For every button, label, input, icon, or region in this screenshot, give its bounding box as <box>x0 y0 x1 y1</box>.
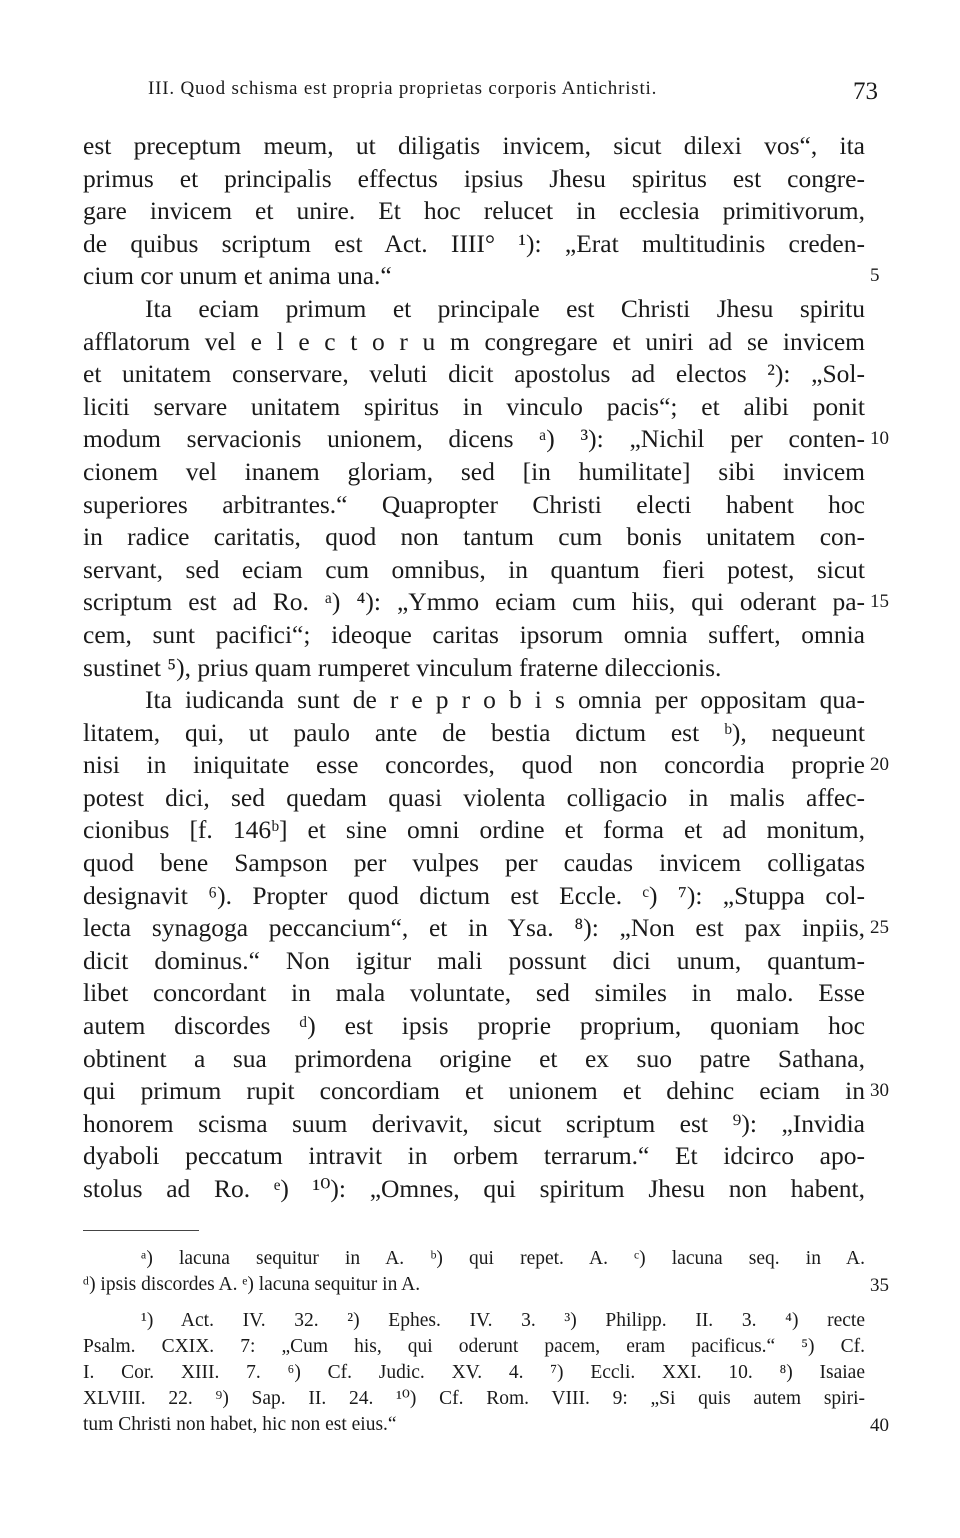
text-line: nisi in iniquitate esse concordes, quod non concordia proprie <box>83 750 865 780</box>
text-line: primus et principalis effectus ipsius Jhesu spiritus est congre- <box>83 163 865 193</box>
text-line: in radice caritatis, quod non tantum cum bonis unitatem con- <box>83 522 865 552</box>
line-number: 25 <box>870 917 889 939</box>
text-line: gare invicem et unire. Et hoc relucet in ecclesia primitivorum, <box>83 196 865 226</box>
text-line: scriptum est ad Ro. ᵃ) ⁴): „Ymmo eciam cum hiis, qui oderant pa- <box>83 587 865 617</box>
page-number: 73 <box>853 78 878 105</box>
line-number: 35 <box>870 1275 889 1296</box>
text-line: liciti servare unitatem spiritus in vinculo pacis“; et alibi ponit <box>83 391 865 421</box>
text-line: potest dici, sed quedam quasi violenta colligacio in malis affec- <box>83 782 865 812</box>
text-line: stolus ad Ro. ᵉ) ¹⁰): „Omnes, qui spiritum Jhesu non habent, <box>83 1174 865 1203</box>
note-spacer <box>83 1298 865 1308</box>
source-note-line: tum Christi non habet, hic non est eius.“ <box>83 1414 397 1435</box>
text-line: autem discordes ᵈ) est ipsis proprie proprium, quoniam hoc <box>83 1011 865 1041</box>
line-number: 30 <box>870 1080 889 1102</box>
text-line: servant, sed eciam cum omnibus, in quantum fieri potest, sicut <box>83 554 865 584</box>
text-line: superiores arbitrantes.“ Quapropter Christi electi habent hoc <box>83 489 865 519</box>
text-line: cionibus [f. 146ᵇ] et sine omni ordine et forma et ad monitum, <box>83 815 865 845</box>
text-line: sustinet ⁵), prius quam rumperet vinculum fraterne dileccionis. <box>83 652 722 682</box>
source-note-line: Psalm. CXIX. 7: „Cum his, qui oderunt pacem, eram pacificus.“ ⁵) Cf. <box>83 1336 865 1357</box>
text-line: cium cor unum et anima una.“ <box>83 261 392 291</box>
text-line: est preceptum meum, ut diligatis invicem, sicut dilexi vos“, ita <box>83 131 865 160</box>
variant-note-line: ᵃ) lacuna sequitur in A. ᵇ) qui repet. A. ᶜ) lacuna seq. in A. <box>141 1248 865 1269</box>
text-line: quod bene Sampson per vulpes per caudas invicem colligatas <box>83 848 865 878</box>
text-line: obtinent a sua primordena origine et ex suo patre Sathana, <box>83 1043 865 1073</box>
source-note-line: I. Cor. XIII. 7. ⁶) Cf. Judic. XV. 4. ⁷) Eccli. XXI. 10. ⁸) Isaiae <box>83 1362 865 1383</box>
text-line: dyaboli peccatum intravit in orbem terrarum.“ Et idcirco apo- <box>83 1141 865 1171</box>
text-line: Ita eciam primum et principale est Christi Jhesu spiritu <box>145 293 865 323</box>
variant-note-line: ᵈ) ipsis discordes A. ᵉ) lacuna sequitur in A. <box>83 1274 421 1295</box>
text-line: designavit ⁶). Propter quod dictum est Eccle. ᶜ) ⁷): „Stuppa col- <box>83 880 865 910</box>
line-number: 40 <box>870 1415 889 1436</box>
main-text <box>83 130 865 1206</box>
running-title: III. Quod schisma est propria proprietas corporis Antichristi. <box>148 78 658 99</box>
text-line: afflatorum vel e l e c t o r u m congregare et uniri ad se invicem <box>83 326 865 356</box>
text-line: qui primum rupit concordiam et unionem et dehinc eciam in <box>83 1076 865 1106</box>
source-note-line: XLVIII. 22. ⁹) Sap. II. 24. ¹⁰) Cf. Rom. VIII. 9: „Si quis autem spiri- <box>83 1388 865 1409</box>
line-number: 20 <box>870 754 889 776</box>
text-line: honorem scisma suum derivavit, sicut scriptum est ⁹): „Invidia <box>83 1108 865 1138</box>
text-line: lecta synagoga peccancium“, et in Ysa. ⁸): „Non est pax inpiis, <box>83 913 865 943</box>
text-line: de quibus scriptum est Act. IIII° ¹): „Erat multitudinis creden- <box>83 228 865 258</box>
text-line: Ita iudicanda sunt de r e p r o b i s omnia per oppositam qua- <box>145 685 865 715</box>
footnotes <box>83 1246 865 1438</box>
text-line: libet concordant in mala voluntate, sed similes in malo. Esse <box>83 978 865 1008</box>
text-line: cem, sunt pacifici“; ideoque caritas ipsorum omnia suffert, omnia <box>83 619 865 649</box>
text-line: dicit dominus.“ Non igitur mali possunt dici unum, quantum- <box>83 945 865 975</box>
line-number: 5 <box>870 265 880 287</box>
text-line: litatem, qui, ut paulo ante de bestia dictum est ᵇ), nequeunt <box>83 717 865 747</box>
line-number: 10 <box>870 428 889 450</box>
text-line: modum servacionis unionem, dicens ᵃ) ³): „Nichil per conten- <box>83 424 865 454</box>
footnote-rule <box>83 1230 199 1231</box>
text-line: et unitatem conservare, veluti dicit apostolus ad electos ²): „Sol- <box>83 359 865 389</box>
running-header <box>148 72 878 112</box>
line-number: 15 <box>870 591 889 613</box>
source-note-line: ¹) Act. IV. 32. ²) Ephes. IV. 3. ³) Philipp. II. 3. ⁴) recte <box>141 1310 865 1331</box>
text-line: cionem vel inanem gloriam, sed [in humilitate] sibi invicem <box>83 456 865 486</box>
